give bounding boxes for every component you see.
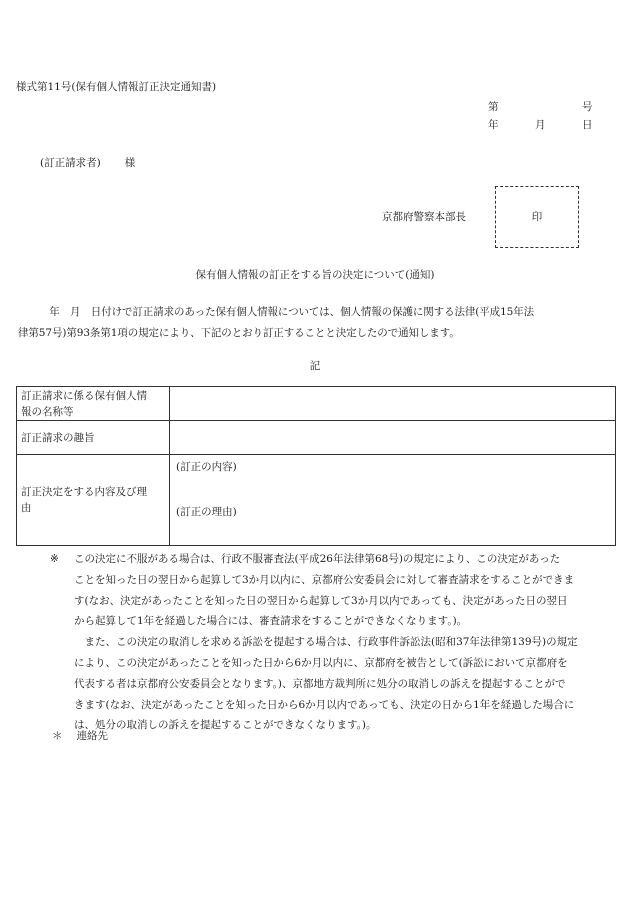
record-table (16, 386, 616, 546)
row3-value[interactable] (170, 455, 616, 546)
row2-label (17, 421, 170, 455)
date-day: 日 (582, 119, 593, 131)
paragraph-line: 年 月 日付けで訂正請求のあった保有個人情報については、個人情報の保護に関する法律(平成15年法 (18, 306, 535, 318)
date-month: 月 (535, 119, 546, 131)
table-row (17, 387, 616, 421)
note-line: この決定に不服がある場合は、行政不服審査法(平成26年法律第68号)の規定により、この決定があった (74, 553, 561, 565)
contact-label: 連絡先 (76, 730, 108, 742)
row1-label-line: 報の名称等 (21, 405, 74, 418)
note-line: により、この決定があったことを知った日から6か月以内に、京都府を被告として(訴訟において京都府を (74, 656, 568, 669)
addressee-label: (訂正請求者) (40, 157, 101, 169)
seal-label: 印 (531, 210, 543, 223)
body-paragraph (18, 302, 616, 344)
number-dai: 第 (488, 101, 499, 113)
table-row (17, 421, 616, 455)
row3-label-line: 訂正決定をする内容及び理 (21, 486, 147, 498)
document-title: 保有個人情報の訂正をする旨の決定について(通知) (195, 269, 435, 281)
row3-label-line: 由 (21, 502, 32, 514)
table-row (17, 455, 616, 546)
note-mark: ※ (50, 553, 59, 565)
date-year: 年 (488, 119, 499, 131)
correction-reason-label: (訂正の理由) (176, 506, 237, 518)
row1-label (17, 387, 170, 421)
contact-section (52, 731, 108, 742)
note-body (74, 549, 578, 736)
note-line: は、処分の取消しの訴えを提起することができなくなります。)。 (74, 719, 377, 732)
form-id: 様式第11号(保有個人情報訂正決定通知書) (16, 81, 217, 93)
seal-box (495, 186, 579, 248)
note-line: ことを知った日の翌日から起算して3か月以内に、京都府公安委員会に対して審査請求をすることができま (74, 573, 575, 586)
row1-label-line: 訂正請求に係る保有個人情 (21, 389, 147, 402)
note-line: す(なお、決定があったことを知った日の翌日から起算して3か月以内であっても、決定があった日の翌日 (74, 594, 568, 607)
contact-mark: ＊ (52, 730, 63, 742)
addressee-honorific: 様 (124, 157, 136, 169)
row2-label-line: 訂正請求の趣旨 (21, 431, 95, 444)
ki-heading: 記 (309, 360, 321, 372)
row3-label (17, 455, 170, 546)
correction-content-label: (訂正の内容) (176, 461, 237, 473)
addressee (40, 158, 135, 169)
note-line: 代表する者は京都府公安委員会となります。)、京都地方裁判所に処分の取消しの訴えを提起することがで (74, 677, 566, 690)
number-go: 号 (582, 101, 593, 113)
note-line: きます(なお、決定があったことを知った日から6か月以内であっても、決定の日から1年を経過した場合に (74, 698, 575, 711)
paragraph-line: 律第57号)第93条第1項の規定により、下記のとおり訂正することと決定したので通知します。 (18, 327, 460, 339)
row1-value[interactable] (170, 387, 616, 421)
note-line: から起算して1年を経過した場合には、審査請求をすることができなくなります。)。 (74, 615, 468, 628)
issuer-name: 京都府警察本部長 (382, 211, 466, 223)
note-line: また、この決定の取消しを求める訴訟を提起する場合は、行政事件訴訟法(昭和37年法律第139号)の規定 (74, 636, 578, 649)
row2-value[interactable] (170, 421, 616, 455)
